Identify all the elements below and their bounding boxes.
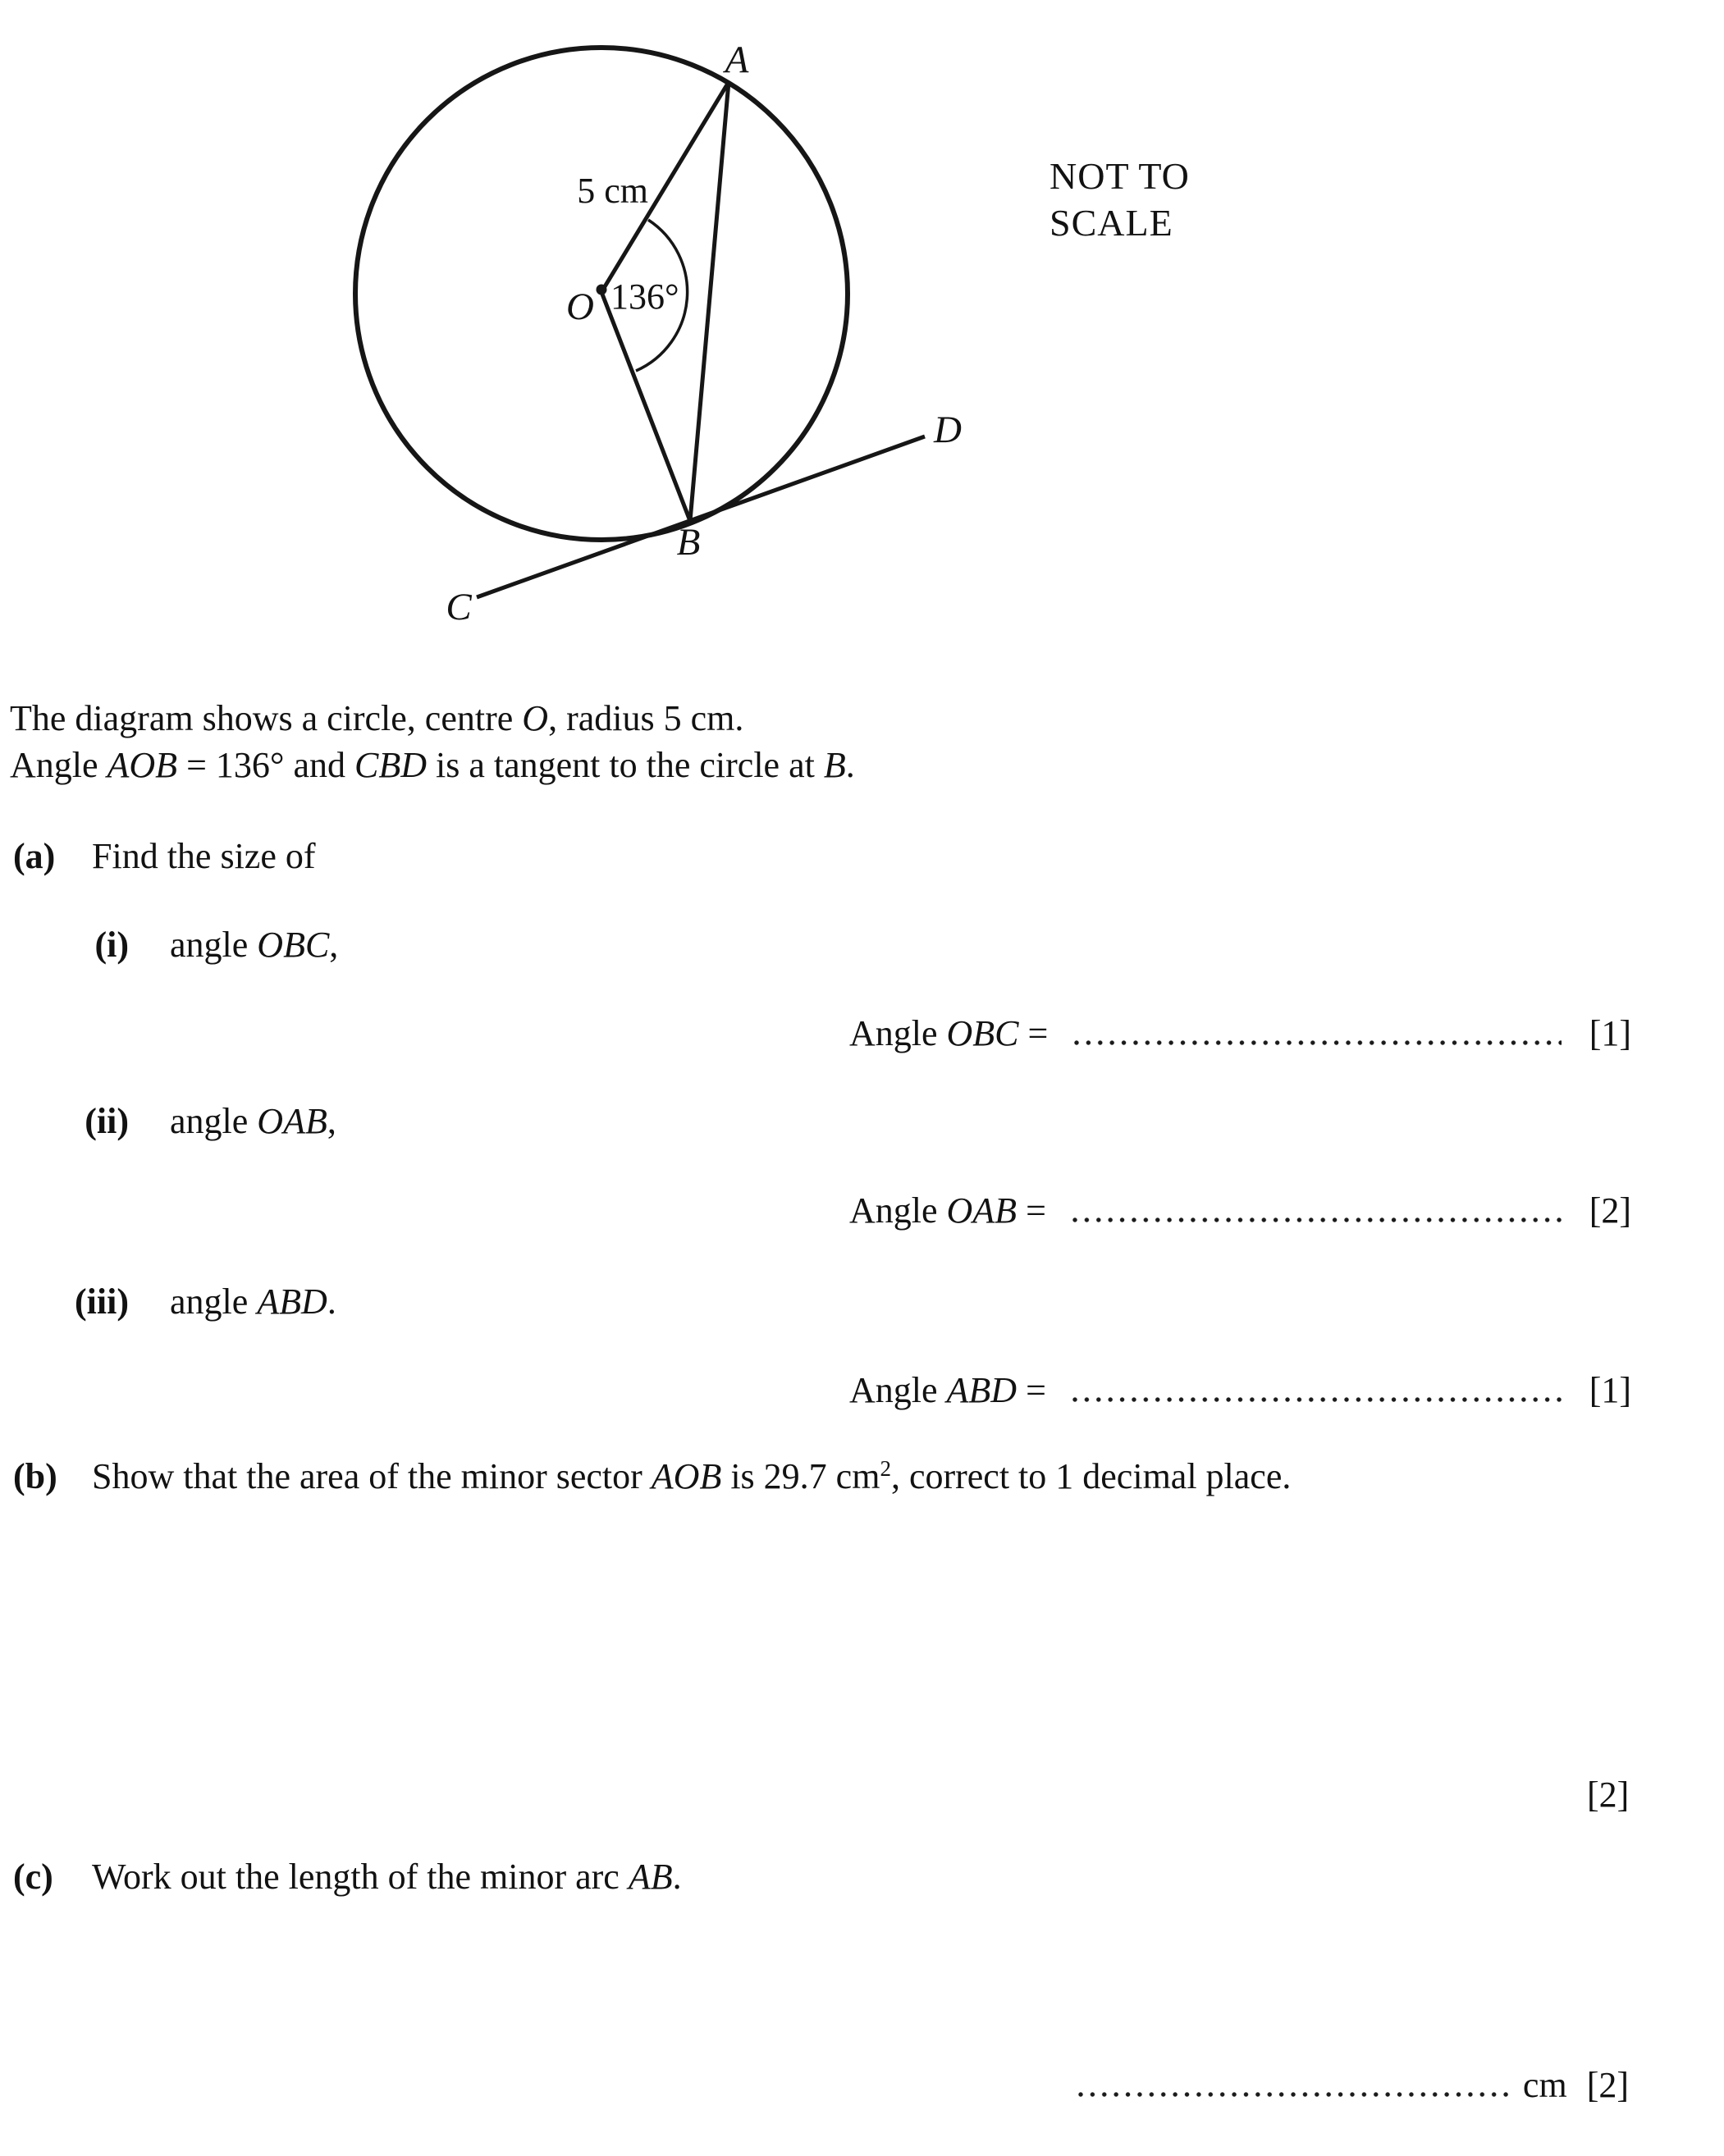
radius-OB-line	[601, 292, 690, 521]
part-b-label: (b)	[13, 1456, 57, 1496]
marks-badge: [1]	[1589, 1013, 1631, 1053]
var-O: O	[522, 698, 549, 738]
intro-line-1	[0, 700, 1724, 738]
answer-dotted-line	[1069, 1372, 1562, 1409]
marks-badge: [2]	[1586, 2065, 1629, 2105]
angle-measurement-label: 136°	[610, 276, 679, 317]
part-a-ii-label: (ii)	[85, 1101, 129, 1141]
question-text: angle	[170, 1281, 258, 1322]
part-b-marks-badge: [2]	[1587, 1775, 1630, 1815]
answer-row-abd	[849, 1372, 1631, 1409]
answer-label	[849, 1015, 1048, 1053]
unit-label: cm	[1522, 2065, 1567, 2105]
point-label-a: A	[725, 39, 749, 81]
answer-dotted-line	[1069, 1192, 1562, 1230]
equals-sign: =	[1027, 1013, 1049, 1053]
answer-dotted-line	[1075, 2067, 1510, 2104]
not-to-scale-line-1: NOT TO	[1049, 155, 1190, 197]
intro-text: = 136° and	[177, 745, 355, 785]
var-OAB: OAB	[946, 1190, 1017, 1231]
question-text: angle	[170, 1101, 258, 1141]
point-label-b: B	[676, 521, 701, 564]
answer-label-text: Angle	[849, 1013, 947, 1053]
part-c-heading	[0, 1858, 1724, 1896]
part-a-i-heading	[0, 926, 1724, 964]
question-text: is 29.7 cm	[721, 1456, 880, 1496]
intro-text: The diagram shows a circle, centre	[10, 698, 523, 738]
part-a-iii-heading	[0, 1283, 1724, 1321]
intro-text: , radius 5 cm.	[548, 698, 744, 738]
marks-badge: [1]	[1589, 1370, 1631, 1410]
marks-badge: [2]	[1589, 1190, 1631, 1231]
tangent-CBD-line	[477, 436, 925, 597]
answer-label-text: Angle	[849, 1370, 947, 1410]
part-b-heading	[0, 1458, 1724, 1496]
answer-label	[849, 1192, 1046, 1230]
answer-row-arc-length	[1075, 2067, 1629, 2104]
var-AOB: AOB	[107, 745, 178, 785]
part-c-label: (c)	[13, 1857, 53, 1897]
intro-line-2	[0, 747, 1724, 784]
answer-row-oab	[849, 1192, 1631, 1230]
question-text: angle	[170, 925, 258, 965]
not-to-scale-line-2: SCALE	[1049, 202, 1173, 244]
question-text: ,	[327, 1101, 336, 1141]
answer-label	[849, 1372, 1046, 1409]
var-OBC: OBC	[946, 1013, 1019, 1053]
var-AB: AB	[628, 1857, 673, 1897]
circle-diagram	[320, 16, 1009, 665]
part-a-text: Find the size of	[92, 836, 316, 876]
var-B: B	[823, 745, 846, 785]
var-OBC: OBC	[257, 925, 330, 965]
question-text: , correct to 1 decimal place.	[890, 1456, 1292, 1496]
question-text: Show that the area of the minor sector	[92, 1456, 652, 1496]
equals-sign: =	[1026, 1190, 1046, 1231]
intro-text: Angle	[10, 745, 107, 785]
answer-dotted-line	[1071, 1015, 1561, 1053]
question-text: .	[327, 1281, 336, 1322]
answer-row-obc	[849, 1015, 1631, 1053]
point-label-d: D	[934, 409, 962, 451]
radius-measurement-label: 5 cm	[577, 171, 648, 211]
answer-label-text: Angle	[849, 1190, 947, 1231]
point-label-c: C	[446, 586, 472, 628]
intro-text: .	[845, 745, 855, 785]
question-text: Work out the length of the minor arc	[92, 1857, 629, 1897]
question-text: .	[672, 1857, 682, 1897]
equals-sign: =	[1026, 1370, 1046, 1410]
point-label-o: O	[566, 285, 594, 328]
superscript-2: 2	[880, 1456, 891, 1481]
var-CBD: CBD	[354, 745, 428, 785]
part-a-label: (a)	[13, 836, 56, 876]
question-text: ,	[329, 925, 339, 965]
not-to-scale-note	[1049, 153, 1190, 246]
var-ABD: ABD	[257, 1281, 327, 1322]
part-a-i-label: (i)	[94, 925, 129, 965]
chord-AB-line	[690, 82, 729, 521]
var-AOB: AOB	[651, 1456, 722, 1496]
part-a-ii-heading	[0, 1103, 1724, 1140]
intro-text: is a tangent to the circle at	[427, 745, 824, 785]
var-ABD: ABD	[946, 1370, 1017, 1410]
part-a-heading	[0, 838, 1724, 875]
part-a-iii-label: (iii)	[75, 1281, 129, 1322]
var-OAB: OAB	[257, 1101, 327, 1141]
